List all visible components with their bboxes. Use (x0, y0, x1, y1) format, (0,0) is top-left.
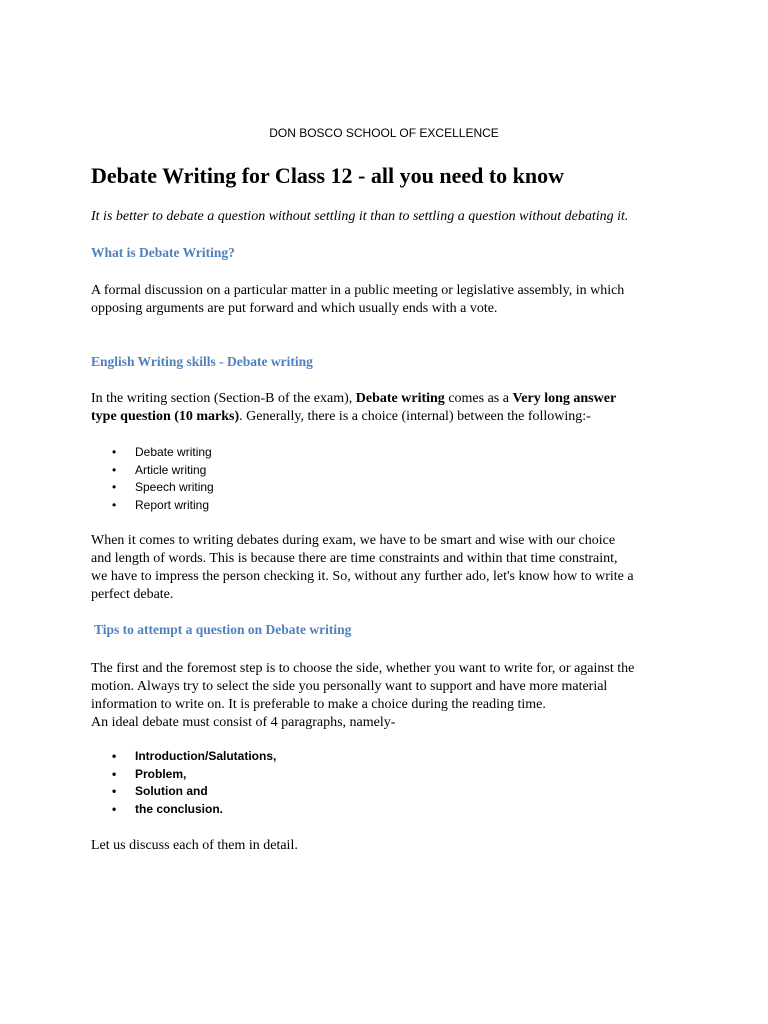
paragraph-line (91, 390, 616, 408)
paragraph-line: opposing arguments are put forward and which usually ends with a vote. (91, 301, 498, 316)
school-name: DON BOSCO SCHOOL OF EXCELLENCE (269, 126, 499, 140)
quote: It is better to debate a question without settling it than to settling a question without debating it. (91, 209, 629, 224)
list-item: • Speech writing (91, 479, 214, 497)
paragraph-line: motion. Always try to select the side you personally want to support and have more material (91, 679, 608, 694)
paragraph-writing-section (91, 390, 616, 426)
text-run: comes as a (444, 391, 513, 406)
paragraph-line: we have to impress the person checking it. So, without any further ado, let's know how to write a (91, 569, 634, 584)
paragraph-tips (91, 660, 634, 732)
heading-tips: Tips to attempt a question on Debate writing (94, 622, 352, 637)
bold-run: Debate writing (355, 391, 445, 406)
paragraph-line: information to write on. It is preferable to make a choice during the reading time. (91, 697, 546, 712)
paragraph-line: perfect debate. (91, 587, 174, 602)
list-item: • Debate writing (91, 444, 214, 462)
paragraph-line: An ideal debate must consist of 4 paragraphs, namely- (91, 715, 396, 730)
page-title: Debate Writing for Class 12 - all you need to know (91, 163, 565, 188)
list-item: • Introduction/Salutations, (91, 748, 276, 766)
paragraph-exam-advice (91, 532, 634, 604)
paragraph-line: A formal discussion on a particular matter in a public meeting or legislative assembly, in which (91, 283, 625, 298)
list-item: • Problem, (91, 766, 276, 784)
paragraph-line: The first and the foremost step is to choose the side, whether you want to write for, or against the (91, 661, 635, 676)
list-item: • Article writing (91, 462, 214, 480)
text-run: In the writing section (Section-B of the exam), (91, 391, 356, 406)
list-item: • the conclusion. (91, 801, 276, 819)
text-run: . Generally, there is a choice (internal) between the following:- (239, 409, 591, 424)
bold-run: type question (10 marks) (91, 409, 240, 424)
paragraph-line (91, 408, 616, 426)
heading-writing-skills: English Writing skills - Debate writing (91, 354, 313, 369)
paragraph-line: When it comes to writing debates during exam, we have to be smart and wise with our choice (91, 533, 616, 548)
heading-what-is-debate: What is Debate Writing? (91, 245, 235, 260)
paragraph-definition (91, 282, 624, 318)
list-item: • Report writing (91, 497, 214, 515)
list-item: • Solution and (91, 783, 276, 801)
paragraph-closing: Let us discuss each of them in detail. (91, 838, 298, 853)
bold-run: Very long answer (512, 391, 617, 406)
choices-list (91, 444, 214, 514)
paragraphs-list (91, 748, 276, 818)
paragraph-line: and length of words. This is because there are time constraints and within that time constraint, (91, 551, 618, 566)
